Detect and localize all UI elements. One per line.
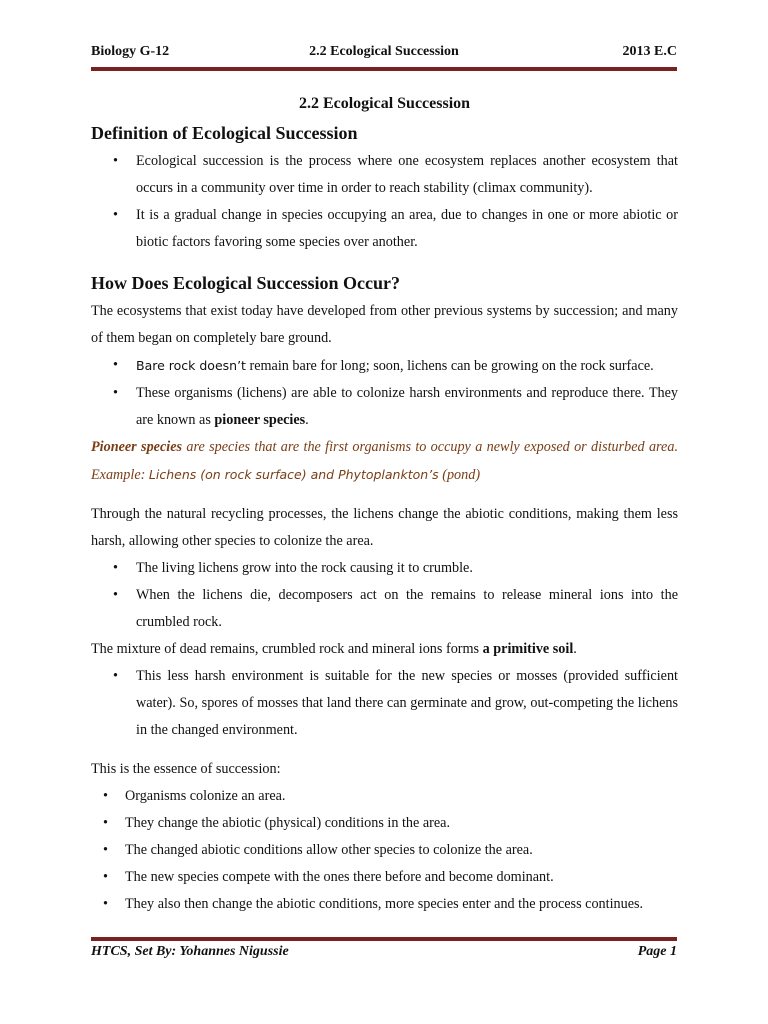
footer-divider <box>91 937 677 941</box>
pioneer-list <box>91 352 678 434</box>
list-item: • The changed abiotic conditions allow other species to colonize the area. <box>91 837 678 864</box>
header-topic: 2.2 Ecological Succession <box>309 44 459 59</box>
page-title: 2.2 Ecological Succession <box>298 95 471 112</box>
pioneer-species-term: pioneer species <box>214 412 306 428</box>
essence-list <box>91 783 678 918</box>
definition-heading: Definition of Ecological Succession <box>91 123 358 143</box>
occur-intro: The ecosystems that exist today have developed from other previous systems by succession; and many of them began on completely bare ground. <box>91 303 678 346</box>
pioneer-definition: Pioneer species are species that are the first organisms to occupy a newly exposed or disturbed area. Example: Lichens (on rock surface) and Phytoplankton’s (pond) <box>91 439 678 483</box>
list-item: • It is a gradual change in species occupying an area, due to changes in one or more abiotic or biotic factors favoring some species over another. <box>91 202 678 256</box>
header-year: 2013 E.C <box>622 44 677 59</box>
list-item: • The new species compete with the ones there before and become dominant. <box>91 864 678 891</box>
list-item: • Ecological succession is the process where one ecosystem replaces another ecosystem that occurs in a community over time in order to reach stability (climax community). <box>91 148 678 202</box>
occur-heading: How Does Ecological Succession Occur? <box>91 273 400 293</box>
list-item: • They also then change the abiotic conditions, more species enter and the process continues. <box>91 891 678 918</box>
list-item: • Bare rock doesn’t remain bare for long; soon, lichens can be growing on the rock surface. <box>91 352 678 380</box>
list-item: • These organisms (lichens) are able to colonize harsh environments and reproduce there. They are known as pioneer species. <box>91 380 678 434</box>
list-item: • When the lichens die, decomposers act on the remains to release mineral ions into the crumbled rock. <box>91 582 678 636</box>
recycle-paragraph: Through the natural recycling processes, the lichens change the abiotic conditions, making them less harsh, allowing other species to colonize the area. <box>91 506 678 549</box>
page-header <box>91 44 677 64</box>
list-item: • The living lichens grow into the rock causing it to crumble. <box>91 555 678 582</box>
list-item: • Organisms colonize an area. <box>91 783 678 810</box>
bare-rock-text: Bare rock doesn’t <box>136 358 246 373</box>
mosses-list <box>91 663 678 744</box>
page-body <box>91 92 678 918</box>
page-number: Page 1 <box>637 944 677 959</box>
header-subject: Biology G-12 <box>91 44 170 59</box>
definition-list <box>91 148 678 256</box>
mixture-paragraph: The mixture of dead remains, crumbled rock and mineral ions forms a primitive soil. <box>91 641 577 657</box>
list-item: • They change the abiotic (physical) conditions in the area. <box>91 810 678 837</box>
list-item: • This less harsh environment is suitable for the new species or mosses (provided sufficient water). So, spores of mosses that land there can germinate and grow, out-competing the lichens in the changed environment. <box>91 663 678 744</box>
lichen-list <box>91 555 678 636</box>
essence-intro: This is the essence of succession: <box>91 761 281 777</box>
header-divider <box>91 67 677 71</box>
footer-author: HTCS, Set By: Yohannes Nigussie <box>91 944 289 959</box>
primitive-soil-term: a primitive soil <box>482 641 574 657</box>
